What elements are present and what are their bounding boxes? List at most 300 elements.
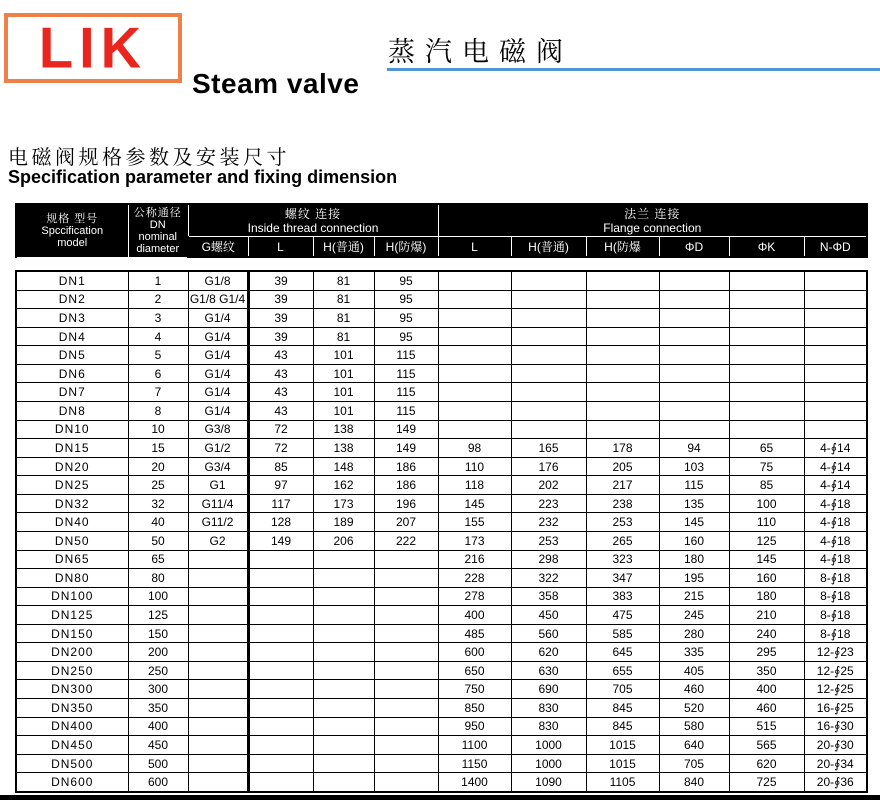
table-cell: DN40 [16, 513, 128, 532]
table-cell: G1/4 [188, 364, 248, 383]
table-cell: 40 [128, 513, 188, 532]
table-cell: 1150 [438, 754, 511, 773]
table-cell [188, 736, 248, 755]
table-cell: 12-∮23 [804, 643, 867, 662]
table-cell: DN125 [16, 606, 128, 625]
table-cell: 100 [128, 587, 188, 606]
table-cell: G1/4 [188, 327, 248, 346]
table-cell [438, 420, 511, 439]
table-cell: 253 [511, 531, 586, 550]
table-cell: 6 [128, 364, 188, 383]
table-cell [511, 290, 586, 309]
table-cell: 165 [511, 439, 586, 458]
table-cell [313, 550, 374, 569]
col-header-dn-line3: nominal [138, 230, 178, 243]
table-cell: 580 [659, 717, 729, 736]
table-cell: 135 [659, 494, 729, 513]
table-cell: 186 [374, 476, 438, 495]
table-cell [729, 346, 804, 365]
table-cell [313, 624, 374, 643]
table-cell: 101 [313, 402, 374, 421]
table-cell: 2 [128, 290, 188, 309]
table-cell [511, 383, 586, 402]
table-cell: 323 [586, 550, 659, 569]
logo-text: LIK [38, 15, 148, 80]
table-cell: 80 [128, 569, 188, 588]
table-cell [374, 587, 438, 606]
table-cell: 1000 [511, 736, 586, 755]
table-row [16, 271, 867, 290]
lik-logo [4, 13, 182, 83]
spec-table-header [15, 203, 868, 258]
table-cell [374, 773, 438, 792]
table-cell [586, 271, 659, 290]
table-cell: 350 [729, 661, 804, 680]
table-cell: 1090 [511, 773, 586, 792]
table-cell [374, 606, 438, 625]
table-cell: 232 [511, 513, 586, 532]
table-cell: 75 [729, 457, 804, 476]
table-cell: DN6 [16, 364, 128, 383]
table-cell: 8 [128, 402, 188, 421]
col-header-model-en1: Spccification [41, 224, 104, 237]
table-cell: 8-∮18 [804, 606, 867, 625]
table-cell: 150 [128, 624, 188, 643]
table-cell [729, 290, 804, 309]
table-cell [188, 680, 248, 699]
table-cell: 217 [586, 476, 659, 495]
table-cell [374, 661, 438, 680]
table-cell: 115 [659, 476, 729, 495]
table-cell: 20-∮30 [804, 736, 867, 755]
table-row [16, 773, 867, 792]
table-cell [188, 587, 248, 606]
table-cell: 705 [586, 680, 659, 699]
table-cell: 515 [729, 717, 804, 736]
table-cell: 20 [128, 457, 188, 476]
table-cell [586, 290, 659, 309]
table-cell [374, 699, 438, 718]
table-cell: DN32 [16, 494, 128, 513]
table-row [16, 327, 867, 346]
table-cell: 253 [586, 513, 659, 532]
col-group-flange-en: Flange connection [603, 220, 702, 235]
table-cell: 12-∮25 [804, 661, 867, 680]
table-cell: DN15 [16, 439, 128, 458]
table-cell [511, 420, 586, 439]
col-group-thread-cn: 螺纹 连接 [284, 206, 342, 221]
table-cell: 600 [128, 773, 188, 792]
col-header-thread-h-ex: H(防爆) [374, 237, 438, 258]
table-cell: 565 [729, 736, 804, 755]
table-cell [188, 661, 248, 680]
table-cell [248, 661, 313, 680]
table-cell [804, 346, 867, 365]
table-cell: 115 [374, 364, 438, 383]
table-cell [248, 587, 313, 606]
table-cell: DN1 [16, 271, 128, 290]
table-cell [511, 346, 586, 365]
table-cell: 95 [374, 271, 438, 290]
table-cell [374, 754, 438, 773]
table-cell: 640 [659, 736, 729, 755]
table-row [16, 346, 867, 365]
table-cell: G1/4 [188, 346, 248, 365]
table-cell: 690 [511, 680, 586, 699]
page-bottom-rule [0, 795, 880, 800]
table-cell: 178 [586, 439, 659, 458]
table-row [16, 439, 867, 458]
table-cell: G1/4 [188, 383, 248, 402]
table-cell: DN50 [16, 531, 128, 550]
table-cell: 322 [511, 569, 586, 588]
table-cell [248, 736, 313, 755]
table-cell [248, 680, 313, 699]
table-cell [248, 606, 313, 625]
table-cell: 128 [248, 513, 313, 532]
table-cell: 149 [374, 439, 438, 458]
table-row [16, 717, 867, 736]
table-row [16, 643, 867, 662]
table-cell: 101 [313, 364, 374, 383]
table-cell: 207 [374, 513, 438, 532]
table-cell [313, 661, 374, 680]
table-cell [248, 773, 313, 792]
table-cell [248, 643, 313, 662]
table-cell: 12-∮25 [804, 680, 867, 699]
table-cell [438, 309, 511, 328]
table-cell: 81 [313, 327, 374, 346]
table-cell: 5 [128, 346, 188, 365]
col-header-thread-h-normal: H(普通) [313, 237, 374, 258]
table-cell: 4-∮14 [804, 457, 867, 476]
col-header-g-thread: G螺纹 [188, 237, 248, 258]
table-cell [729, 420, 804, 439]
table-cell: 210 [729, 606, 804, 625]
table-cell: 520 [659, 699, 729, 718]
table-cell: 206 [313, 531, 374, 550]
table-row [16, 680, 867, 699]
table-cell: 645 [586, 643, 659, 662]
table-cell: 830 [511, 699, 586, 718]
table-cell: 97 [248, 476, 313, 495]
table-cell [511, 364, 586, 383]
table-cell: 1105 [586, 773, 659, 792]
table-cell [438, 290, 511, 309]
table-cell [511, 271, 586, 290]
table-cell: 250 [128, 661, 188, 680]
table-cell: 3 [128, 309, 188, 328]
table-cell: 81 [313, 290, 374, 309]
table-cell: 245 [659, 606, 729, 625]
table-cell [438, 383, 511, 402]
table-cell: 20-∮36 [804, 773, 867, 792]
table-cell: 460 [729, 699, 804, 718]
table-cell: 162 [313, 476, 374, 495]
table-cell: G11/4 [188, 494, 248, 513]
table-cell: G1/8 G1/4 [188, 290, 248, 309]
table-cell: 95 [374, 309, 438, 328]
table-cell: 50 [128, 531, 188, 550]
table-cell: 101 [313, 383, 374, 402]
col-header-flange-h-ex: H(防爆 [586, 237, 659, 258]
table-cell: 43 [248, 402, 313, 421]
table-cell: 25 [128, 476, 188, 495]
col-group-flange [438, 204, 867, 237]
table-row [16, 476, 867, 495]
table-cell: 15 [128, 439, 188, 458]
table-cell [511, 327, 586, 346]
table-cell: 101 [313, 346, 374, 365]
table-cell: 400 [729, 680, 804, 699]
table-cell: 4-∮14 [804, 476, 867, 495]
table-row [16, 587, 867, 606]
table-cell: 4-∮18 [804, 550, 867, 569]
table-cell [729, 364, 804, 383]
col-header-model [16, 204, 128, 257]
table-cell [729, 309, 804, 328]
table-cell [374, 680, 438, 699]
table-cell: 450 [511, 606, 586, 625]
col-header-thread-l: L [248, 237, 313, 258]
table-row [16, 420, 867, 439]
table-cell: 173 [313, 494, 374, 513]
table-cell [659, 420, 729, 439]
col-group-thread-en: Inside thread connection [247, 220, 379, 235]
table-cell [374, 624, 438, 643]
table-cell: 460 [659, 680, 729, 699]
table-cell: DN400 [16, 717, 128, 736]
table-cell: 180 [729, 587, 804, 606]
table-cell [313, 773, 374, 792]
table-cell [374, 643, 438, 662]
table-cell: DN100 [16, 587, 128, 606]
table-cell [438, 271, 511, 290]
section-title-en: Specification parameter and fixing dimension [8, 167, 398, 187]
table-cell: 650 [438, 661, 511, 680]
table-cell [188, 699, 248, 718]
table-cell [188, 550, 248, 569]
table-row [16, 513, 867, 532]
table-cell: 228 [438, 569, 511, 588]
table-cell: 94 [659, 439, 729, 458]
page-title-cn: 蒸汽电磁阀 [388, 37, 573, 67]
table-cell: G11/2 [188, 513, 248, 532]
table-cell: 10 [128, 420, 188, 439]
col-header-phi-k: ΦK [729, 237, 804, 258]
table-cell: DN300 [16, 680, 128, 699]
table-cell: 39 [248, 309, 313, 328]
table-cell: 845 [586, 717, 659, 736]
table-cell: 347 [586, 569, 659, 588]
table-cell: 160 [659, 531, 729, 550]
table-cell: 7 [128, 383, 188, 402]
table-cell: 145 [659, 513, 729, 532]
table-cell: 1100 [438, 736, 511, 755]
table-cell: DN2 [16, 290, 128, 309]
table-cell [188, 569, 248, 588]
table-cell: 115 [374, 383, 438, 402]
table-cell: DN7 [16, 383, 128, 402]
table-cell: 196 [374, 494, 438, 513]
table-cell: G2 [188, 531, 248, 550]
table-cell: 358 [511, 587, 586, 606]
col-header-dn-cn: 公称通径 [133, 206, 182, 219]
table-cell [804, 420, 867, 439]
table-cell: 1000 [511, 754, 586, 773]
col-header-model-en2: model [57, 236, 88, 249]
table-cell: 186 [374, 457, 438, 476]
table-cell: DN8 [16, 402, 128, 421]
table-cell: 4-∮18 [804, 513, 867, 532]
table-cell: 1015 [586, 736, 659, 755]
table-cell: 222 [374, 531, 438, 550]
table-cell: 1015 [586, 754, 659, 773]
table-cell: 4-∮14 [804, 439, 867, 458]
col-header-n-phi-d: N-ΦD [804, 237, 867, 258]
table-cell: DN10 [16, 420, 128, 439]
table-cell: 39 [248, 290, 313, 309]
table-cell: 560 [511, 624, 586, 643]
table-cell [659, 309, 729, 328]
table-cell: 110 [438, 457, 511, 476]
table-cell [188, 717, 248, 736]
spec-table-body [15, 270, 868, 793]
table-cell: 383 [586, 587, 659, 606]
table-cell: 95 [374, 290, 438, 309]
table-cell [659, 346, 729, 365]
table-cell: 155 [438, 513, 511, 532]
table-cell: 4-∮18 [804, 494, 867, 513]
table-cell: G1/4 [188, 309, 248, 328]
table-cell: 117 [248, 494, 313, 513]
table-cell: 485 [438, 624, 511, 643]
table-cell: 145 [438, 494, 511, 513]
table-cell: 115 [374, 346, 438, 365]
table-cell [248, 550, 313, 569]
table-cell: 4-∮18 [804, 531, 867, 550]
col-header-dn-line4: diameter [136, 242, 180, 255]
table-cell: 100 [729, 494, 804, 513]
table-cell: 8-∮18 [804, 587, 867, 606]
table-cell: 400 [128, 717, 188, 736]
table-cell: DN4 [16, 327, 128, 346]
col-header-flange-h-normal: H(普通) [511, 237, 586, 258]
table-cell [438, 327, 511, 346]
table-cell: G1/2 [188, 439, 248, 458]
table-cell [804, 327, 867, 346]
table-cell [659, 271, 729, 290]
table-cell: 103 [659, 457, 729, 476]
table-cell [313, 587, 374, 606]
table-cell: DN500 [16, 754, 128, 773]
table-cell [248, 624, 313, 643]
table-cell [729, 327, 804, 346]
table-row [16, 550, 867, 569]
table-cell [729, 383, 804, 402]
table-cell: 189 [313, 513, 374, 532]
col-header-dn-line2: DN [149, 218, 166, 231]
table-cell: 238 [586, 494, 659, 513]
table-cell: DN150 [16, 624, 128, 643]
table-cell [586, 420, 659, 439]
table-cell: 72 [248, 439, 313, 458]
table-cell [248, 699, 313, 718]
product-name-en: Steam valve [192, 68, 360, 99]
table-cell: 300 [128, 680, 188, 699]
col-header-flange-l: L [438, 237, 511, 258]
table-cell: 200 [128, 643, 188, 662]
table-cell [374, 736, 438, 755]
table-cell: 148 [313, 457, 374, 476]
table-cell: 138 [313, 420, 374, 439]
table-cell: 149 [248, 531, 313, 550]
table-cell [313, 699, 374, 718]
table-cell [729, 402, 804, 421]
table-cell: DN3 [16, 309, 128, 328]
table-cell: 65 [128, 550, 188, 569]
table-cell: 215 [659, 587, 729, 606]
table-cell: 138 [313, 439, 374, 458]
table-cell [188, 643, 248, 662]
table-cell: 160 [729, 569, 804, 588]
table-cell [313, 643, 374, 662]
table-cell: 16-∮25 [804, 699, 867, 718]
table-cell [313, 680, 374, 699]
table-cell: 173 [438, 531, 511, 550]
table-cell [313, 754, 374, 773]
table-cell: 223 [511, 494, 586, 513]
col-header-phi-d: ΦD [659, 237, 729, 258]
table-cell: 8-∮18 [804, 569, 867, 588]
table-cell: 278 [438, 587, 511, 606]
table-cell [729, 271, 804, 290]
table-cell: DN5 [16, 346, 128, 365]
table-cell [313, 717, 374, 736]
table-cell [438, 364, 511, 383]
table-cell [586, 402, 659, 421]
table-cell: 180 [659, 550, 729, 569]
table-cell: 4 [128, 327, 188, 346]
table-cell: DN65 [16, 550, 128, 569]
table-cell: DN200 [16, 643, 128, 662]
table-cell: G3/8 [188, 420, 248, 439]
table-cell: 32 [128, 494, 188, 513]
table-cell: 850 [438, 699, 511, 718]
table-row [16, 699, 867, 718]
table-cell: DN250 [16, 661, 128, 680]
table-cell [804, 309, 867, 328]
table-cell: 125 [128, 606, 188, 625]
table-cell [804, 383, 867, 402]
table-cell [188, 754, 248, 773]
col-header-model-cn: 规格 型号 [46, 212, 99, 225]
table-cell: 295 [729, 643, 804, 662]
table-cell: 72 [248, 420, 313, 439]
table-cell: 585 [586, 624, 659, 643]
table-cell: 400 [438, 606, 511, 625]
table-cell [586, 364, 659, 383]
table-cell: 840 [659, 773, 729, 792]
table-cell: 655 [586, 661, 659, 680]
table-cell: 85 [729, 476, 804, 495]
table-row [16, 569, 867, 588]
table-row [16, 754, 867, 773]
table-cell: 115 [374, 402, 438, 421]
table-cell: 620 [729, 754, 804, 773]
table-cell [374, 569, 438, 588]
table-cell [659, 364, 729, 383]
